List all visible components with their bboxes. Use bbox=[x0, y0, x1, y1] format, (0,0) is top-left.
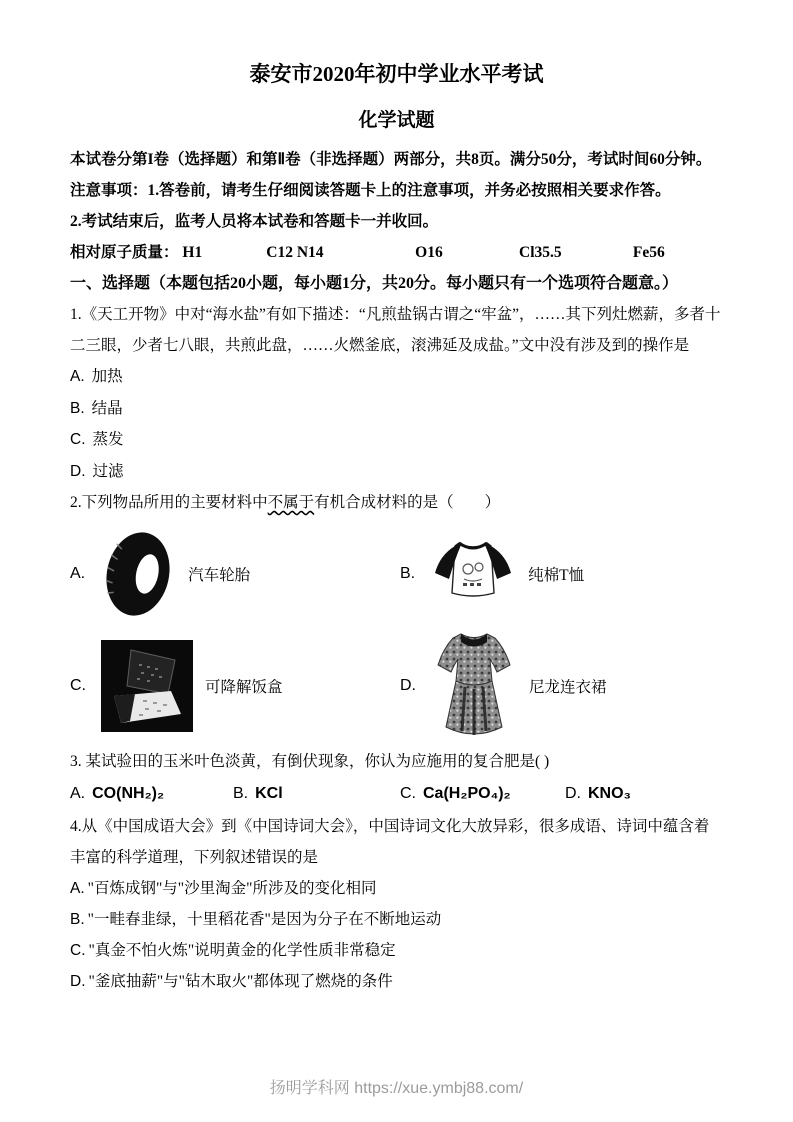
question-2-option-d bbox=[400, 629, 607, 743]
atomic-mass-c-n: C12 N14 bbox=[266, 244, 324, 261]
option-letter: D. bbox=[70, 462, 86, 480]
question-3-options bbox=[70, 777, 723, 811]
question-4-option-c bbox=[70, 935, 723, 966]
page-subtitle: 化学试题 bbox=[358, 110, 435, 131]
option-letter: D. bbox=[565, 785, 581, 802]
question-4-option-d bbox=[70, 966, 723, 997]
image-caption: 纯棉T恤 bbox=[528, 567, 585, 584]
chemical-formula: CO(NH₂)₂ bbox=[92, 785, 165, 802]
lunchbox-image bbox=[101, 640, 193, 732]
chemical-formula: KCl bbox=[255, 785, 283, 802]
atomic-mass-fe: Fe56 bbox=[632, 244, 665, 261]
option-text: "一畦春韭绿，十里稻花香"是因为分子在不断地运动 bbox=[87, 911, 442, 928]
option-letter: A. bbox=[70, 880, 85, 897]
image-caption: 可降解饭盒 bbox=[205, 679, 283, 696]
question-1 bbox=[70, 299, 723, 487]
question-3 bbox=[70, 746, 723, 811]
question-2-image-grid bbox=[70, 522, 723, 746]
image-caption: 汽车轮胎 bbox=[188, 567, 251, 584]
option-letter: A. bbox=[70, 565, 86, 582]
option-text: "真金不怕火炼"说明黄金的化学性质非常稳定 bbox=[88, 942, 396, 959]
question-1-option-b bbox=[70, 393, 723, 425]
section-1-heading: 一、选择题（本题包括20小题，每小题1分，共20分。每小题只有一个选项符合题意。） bbox=[70, 275, 679, 292]
site-watermark: 扬明学科网 https://xue.ymbj88.com/ bbox=[269, 1080, 524, 1097]
question-2 bbox=[70, 487, 723, 746]
option-text: 加热 bbox=[91, 368, 123, 385]
page-title: 泰安市2020年初中学业水平考试 bbox=[249, 62, 544, 86]
chemical-formula: KNO₃ bbox=[588, 785, 631, 802]
image-caption: 尼龙连衣裙 bbox=[529, 679, 607, 696]
atomic-mass-label: 相对原子质量： bbox=[70, 244, 179, 261]
image-row-2 bbox=[70, 626, 723, 746]
question-4-option-b bbox=[70, 904, 723, 935]
atomic-mass-line bbox=[70, 237, 723, 268]
question-2-stem bbox=[70, 487, 723, 518]
notice-line-1: 注意事项：1.答卷前，请考生仔细阅读答题卡上的注意事项，并务必按照相关要求作答。 bbox=[70, 182, 671, 199]
option-letter: D. bbox=[400, 677, 416, 694]
question-2-option-b bbox=[400, 531, 584, 617]
atomic-mass-o: O16 bbox=[415, 244, 443, 261]
atomic-mass-h: H1 bbox=[182, 244, 203, 261]
option-text: "百炼成钢"与"沙里淘金"所涉及的变化相同 bbox=[87, 880, 377, 897]
option-text: 结晶 bbox=[91, 399, 123, 417]
atomic-mass-cl: Cl35.5 bbox=[519, 244, 562, 261]
option-letter: B. bbox=[70, 911, 85, 928]
question-3-option-c bbox=[400, 777, 565, 811]
option-letter: B. bbox=[70, 399, 85, 417]
intro-paragraph: 本试卷分第I卷（选择题）和第Ⅱ卷（非选择题）两部分，共8页。满分50分，考试时间60分钟。 bbox=[70, 151, 712, 168]
underlined-phrase: 不属于 bbox=[267, 494, 315, 511]
option-letter: C. bbox=[70, 677, 86, 694]
question-1-option-a bbox=[70, 361, 723, 393]
option-text: 蒸发 bbox=[92, 431, 124, 448]
option-letter: A. bbox=[70, 785, 86, 802]
dress-image bbox=[431, 629, 517, 743]
question-3-option-d bbox=[565, 777, 631, 811]
option-letter: C. bbox=[70, 431, 86, 448]
option-letter: C. bbox=[400, 785, 416, 802]
question-1-option-c bbox=[70, 424, 723, 456]
option-text: 过滤 bbox=[92, 462, 124, 480]
question-4-stem: 4.从《中国成语大会》到《中国诗词大会》，中国诗词文化大放异彩，很多成语、诗词中蕴含着丰富的科学道理，下列叙述错误的是 bbox=[70, 818, 710, 866]
question-3-option-a bbox=[70, 777, 233, 811]
question-2-option-c bbox=[70, 640, 400, 732]
tshirt-image bbox=[430, 531, 516, 617]
question-3-option-b bbox=[233, 777, 400, 811]
option-text: "釜底抽薪"与"钻木取火"都体现了燃烧的条件 bbox=[88, 973, 393, 990]
question-3-stem: 3. 某试验田的玉米叶色淡黄，有倒伏现象，你认为应施用的复合肥是( ) bbox=[70, 753, 550, 770]
question-2-option-a bbox=[70, 529, 400, 619]
notice-line-2: 2.考试结束后，监考人员将本试卷和答题卡一并收回。 bbox=[70, 213, 439, 230]
stem-text: 有机合成材料的是（ ） bbox=[314, 494, 501, 511]
tire-image bbox=[100, 529, 176, 619]
chemical-formula: Ca(H₂PO₄)₂ bbox=[423, 785, 511, 802]
question-4-option-a bbox=[70, 873, 723, 904]
option-letter: A. bbox=[70, 368, 85, 385]
option-letter: D. bbox=[70, 973, 86, 990]
option-letter: C. bbox=[70, 942, 86, 959]
question-4 bbox=[70, 811, 723, 997]
question-1-stem: 1.《天工开物》中对“海水盐”有如下描述：“凡煎盐锅古谓之“牢盆”，……其下列灶燃薪，多者十二三眼，少者七八眼，共煎此盘，……火燃釜底，滚沸延及成盐。”文中没有涉及到的操作是 bbox=[70, 306, 721, 354]
stem-text: 2.下列物品所用的主要材料中 bbox=[70, 494, 268, 511]
option-letter: B. bbox=[400, 565, 416, 582]
question-1-option-d bbox=[70, 456, 723, 488]
option-letter: B. bbox=[233, 785, 249, 802]
image-row-1 bbox=[70, 522, 723, 626]
